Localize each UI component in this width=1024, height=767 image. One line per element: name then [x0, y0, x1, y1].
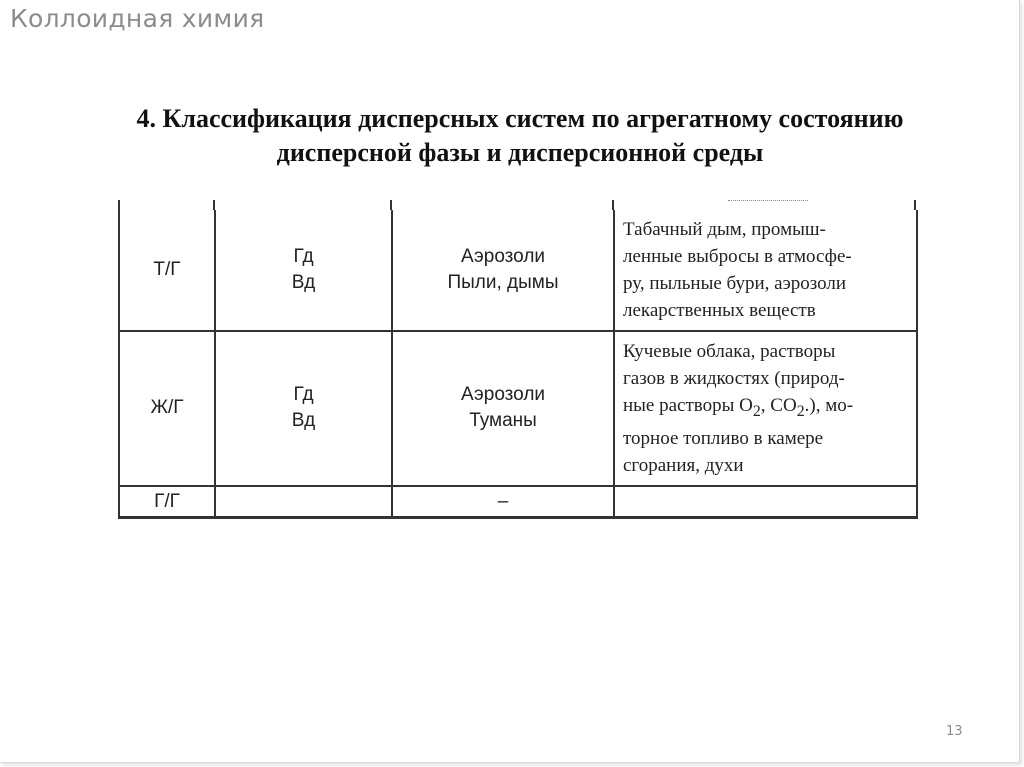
classification-table-wrap	[118, 200, 916, 519]
example-cell	[614, 331, 917, 486]
example-line: сгорания, духи	[623, 454, 744, 476]
phase-cell: Ж/Г	[119, 331, 215, 486]
example-cell	[614, 486, 917, 518]
subscript: 2	[796, 402, 805, 420]
table-row	[119, 331, 917, 486]
phase-cell: Т/Г	[119, 210, 215, 331]
example-line: лекарственных веществ	[623, 300, 816, 321]
system-name-line: Пыли, дымы	[447, 272, 559, 293]
notation-line: Гд	[293, 246, 314, 267]
example-line: ру, пыльные бури, аэрозоли	[623, 273, 847, 294]
example-line: Кучевые облака, растворы	[623, 341, 836, 362]
notation-cell	[215, 331, 392, 486]
example-line: газов в жидкостях (природ-	[623, 368, 845, 389]
notation-line: Вд	[291, 272, 316, 293]
slide-title-line-1: 4. Классификация дисперсных систем по агрегатному состоянию	[136, 104, 904, 133]
subscript: 2	[752, 402, 761, 420]
notation-line: Вд	[291, 410, 316, 432]
table-row	[119, 486, 917, 518]
slide-title-line-2: дисперсной фазы и дисперсионной среды	[276, 138, 764, 167]
system-name-line: Туманы	[469, 410, 537, 432]
system-name-line: Аэрозоли	[460, 246, 546, 267]
system-name-line: Аэрозоли	[460, 384, 546, 406]
classification-table	[118, 210, 918, 519]
slide-title	[60, 102, 980, 170]
example-line: ленные выбросы в атмосфе-	[623, 246, 852, 267]
example-line: торное топливо в камере	[623, 427, 824, 449]
table-cropped-top-edge	[118, 200, 916, 210]
system-name-cell: –	[392, 486, 614, 518]
system-name-cell	[392, 331, 614, 486]
system-name-cell	[392, 210, 614, 331]
example-line: Табачный дым, промыш-	[623, 219, 826, 240]
example-cell	[614, 210, 917, 331]
table-row	[119, 210, 917, 331]
notation-cell	[215, 486, 392, 518]
header-title: Коллоидная химия	[10, 4, 265, 33]
slide-page-number: 13	[946, 724, 963, 739]
notation-cell	[215, 210, 392, 331]
example-line: ные растворы $О_2$, $СО_2$.), мо-	[623, 395, 854, 420]
phase-cell: Г/Г	[119, 486, 215, 518]
notation-line: Гд	[293, 384, 314, 406]
